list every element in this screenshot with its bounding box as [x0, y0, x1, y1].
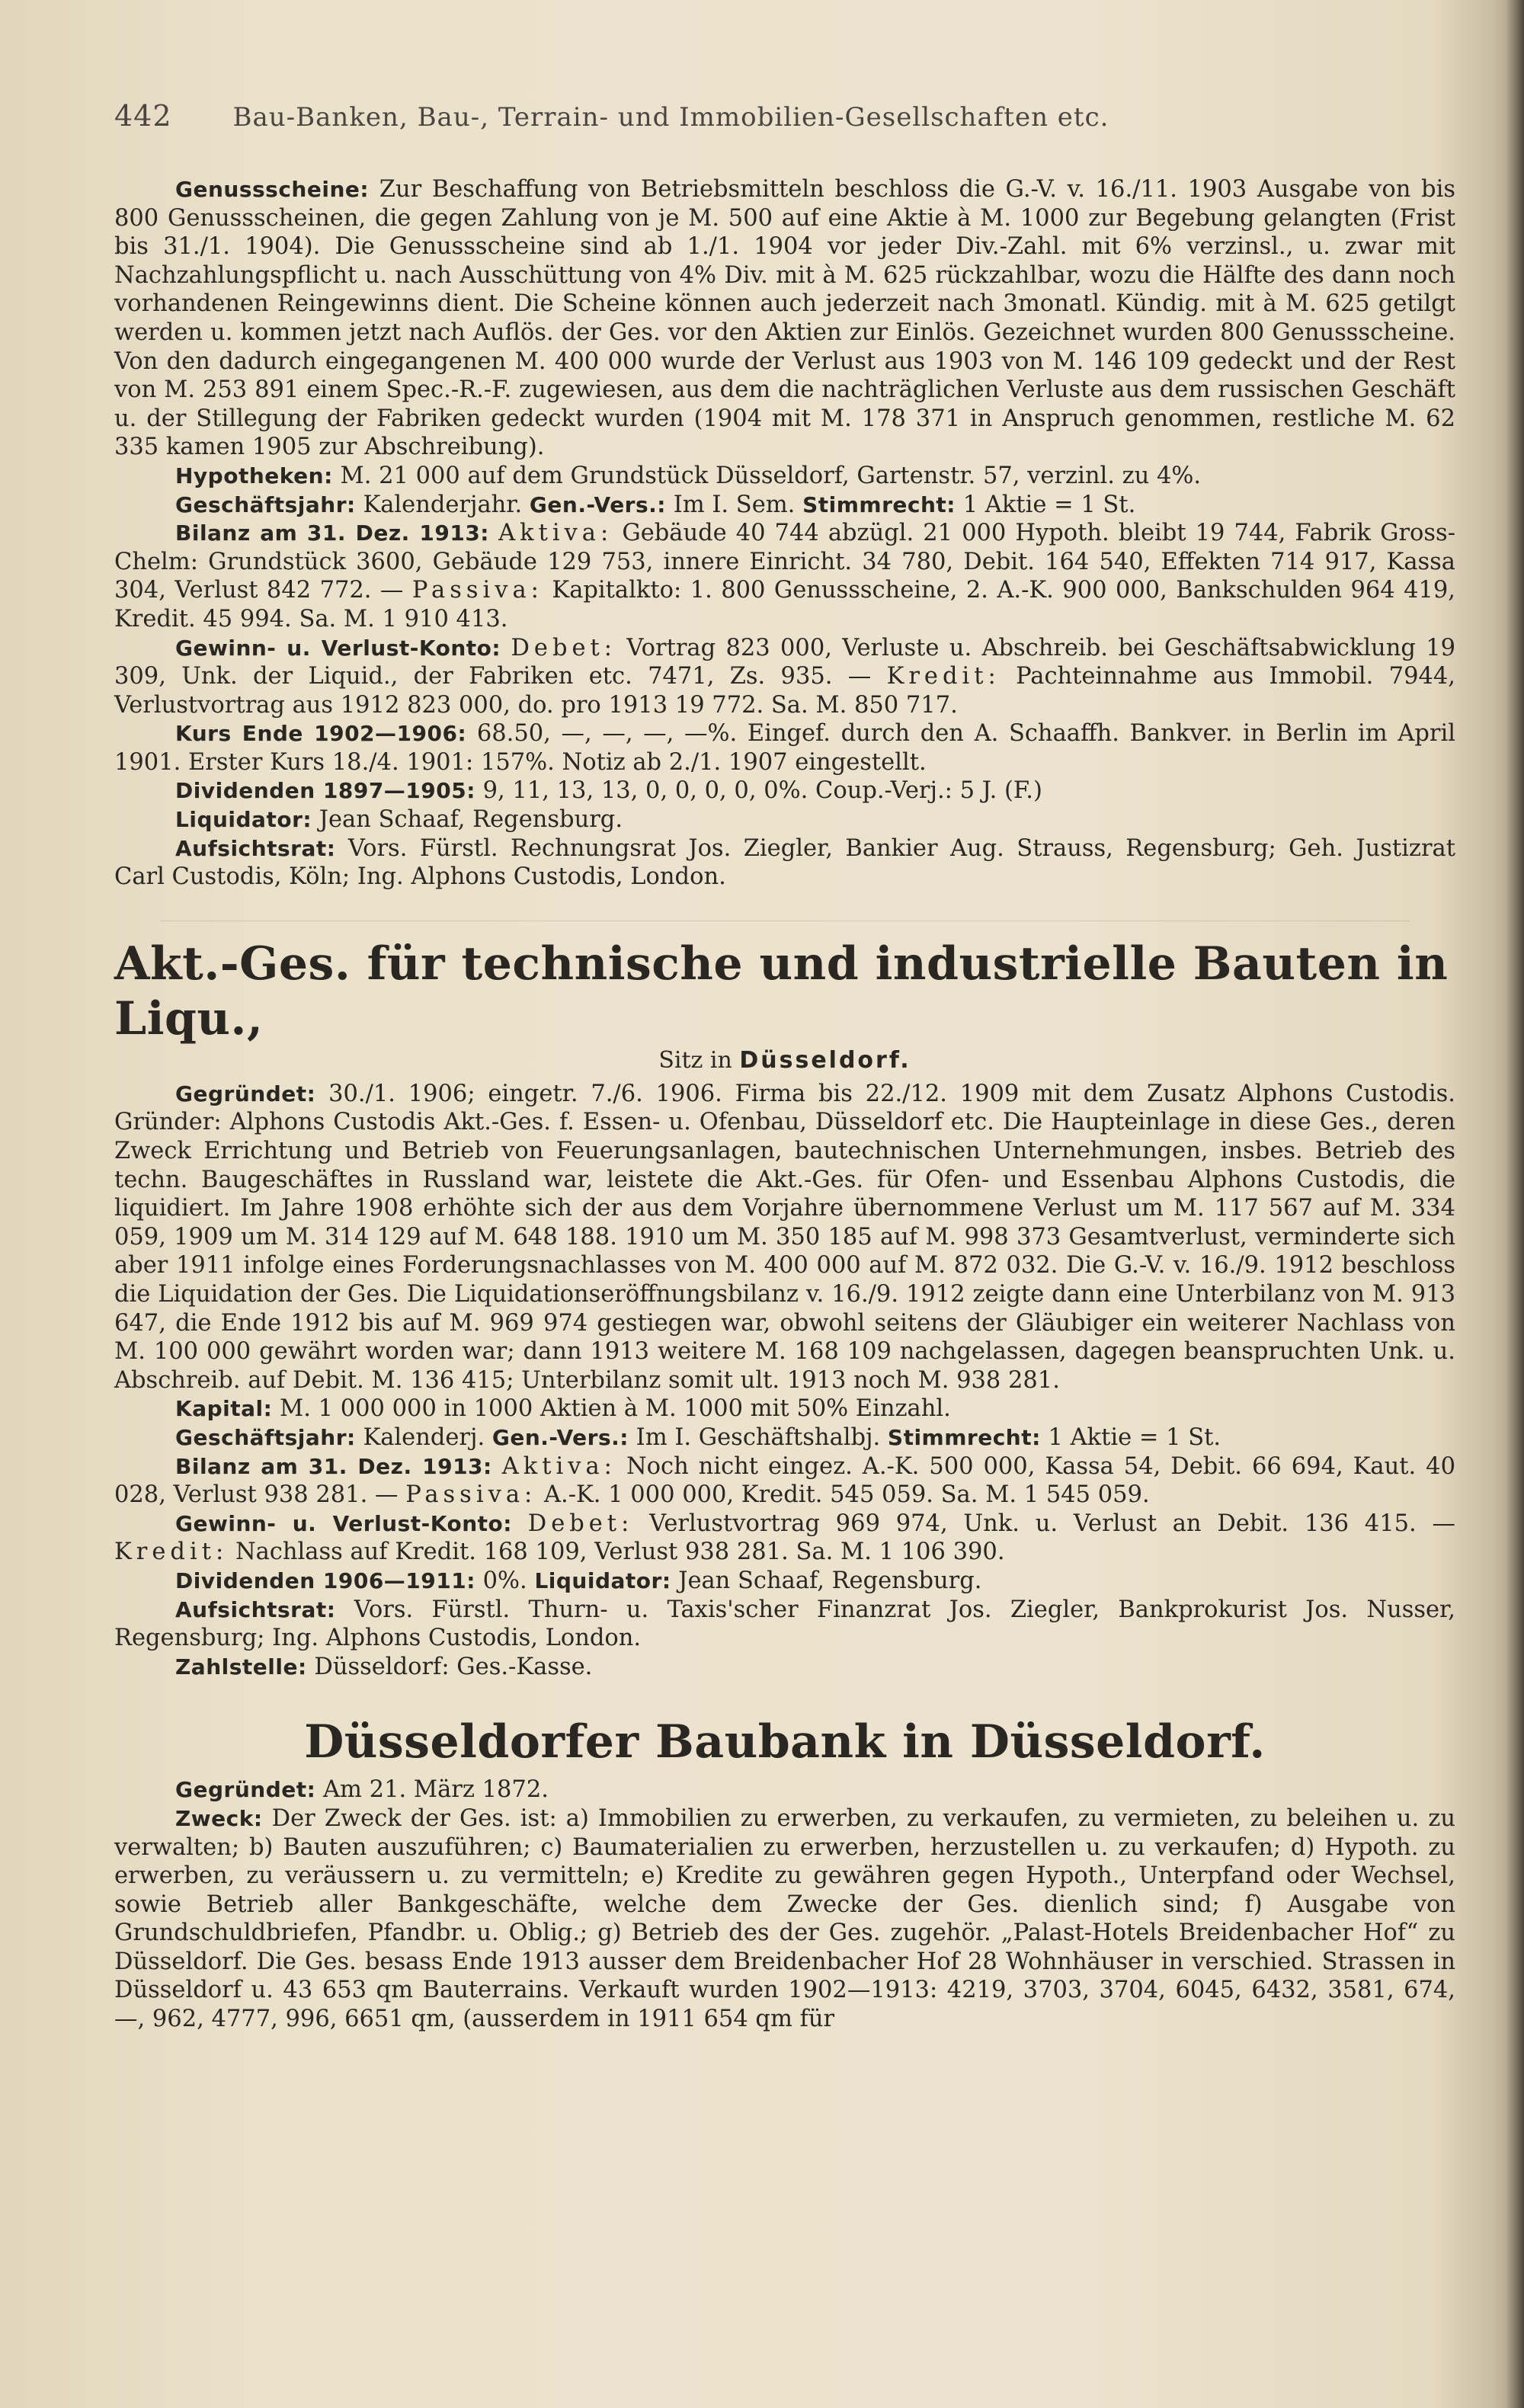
passiva-word: Passiva: [405, 1481, 537, 1509]
kurs-label: Kurs Ende 1902—1906: [175, 721, 467, 747]
gegruendet-paragraph [114, 1776, 1455, 1804]
company-entry-technische-bauten [114, 937, 1455, 1681]
bilanz-aktiva-text: Noch nicht eingez. A.-K. 500 000, Kassa 54, Debit. 66 694, Kaut. 40 028, Verlust 938 281. — [114, 1452, 1455, 1509]
zweck-text: Der Zweck der Ges. ist: a) Immobilien zu erwerben, zu verkaufen, zu vermieten, zu beleihen u. zu verwalten; b) Bauten auszuführen; c) Baumaterialien zu erwerben, herzustellen u. zu verkaufen; d) Hypoth. zu erwerben, zu veräussern u. zu vermitteln; e) Kredite zu gewähren gegen Hypoth., Unterpfand oder Wechsel, sowie Betrieb aller Bankgeschäfte, welche dem Zwecke der Ges. dienlich sind; f) Ausgabe von Grundschuldbriefen, Pfandbr. u. Oblig.; g) Betrieb des der Ges. zugehör. „Palast-Hotels Breidenbacher Hof“ zu Düsseldorf. Die Ges. besass Ende 1913 ausser dem Breidenbacher Hof 28 Wohnhäuser in verschied. Strassen in Düsseldorf u. 43 653 qm Bauterrains. Verkauft wurden 1902—1913: 4219, 3703, 3704, 6045, 6432, 3581, 674, —, 962, 4777, 996, 6651 qm, (ausserdem in 1911 654 qm für [114, 1804, 1455, 2033]
zweck-label: Zweck: [175, 1805, 263, 1831]
passiva-word: Passiva: [411, 577, 543, 604]
running-title: Bau-Banken, Bau-, Terrain- und Immobilien-Gesellschaften etc. [232, 102, 1109, 133]
bilanz-passiva-text: Kapitalkto: 1. 800 Genussscheine, 2. A.-K. 900 000, Bankschulden 964 419, Kredit. 45 994. Sa. M. 1 910 413. [114, 577, 1456, 632]
zahlstelle-text: Düsseldorf: Ges.-Kasse. [314, 1653, 593, 1680]
seat-city: Düsseldorf. [739, 1046, 911, 1074]
bilanz-label: Bilanz am 31. Dez. 1913: [175, 520, 490, 546]
genussscheine-paragraph [114, 175, 1455, 462]
aufsichtsrat-text: Vors. Fürstl. Thurn- u. Taxis'scher Finanzrat Jos. Ziegler, Bankprokurist Jos. Nusser, Regensburg; Ing. Alphons Custodis, London. [114, 1596, 1455, 1652]
kapital-label: Kapital: [175, 1396, 273, 1422]
liquidator-label: Liquidator: [534, 1567, 671, 1593]
guv-kredit-text: Pachteinnahme aus Immobil. 7944, Verlustvortrag aus 1912 823 000, do. pro 1913 19 772. Sa. M. 850 717. [114, 663, 1455, 719]
gegruendet-label: Gegründet: [175, 1081, 316, 1106]
kurs-text: 68.50, —, —, —, —%. Eingef. durch den A. Schaaffh. Bankver. in Berlin im April 1901. Erster Kurs 18./4. 1901: 157%. Notiz ab 2./1. 1907 eingestellt. [114, 720, 1455, 776]
liquidator-label: Liquidator: [175, 807, 312, 833]
aufsichtsrat-label: Aufsichtsrat: [175, 1596, 336, 1622]
genussscheine-label: Genussscheine: [175, 177, 370, 202]
zahlstelle-paragraph [114, 1653, 1455, 1682]
hypotheken-paragraph [114, 462, 1455, 491]
gen-vers-text: Im I. Sem. [673, 491, 796, 518]
geschaeftsjahr-text: Kalenderj. [363, 1423, 485, 1451]
geschaeftsjahr-label: Geschäftsjahr: [175, 492, 356, 517]
stimmrecht-label: Stimmrecht: [802, 492, 956, 517]
liquidator-text: Jean Schaaf, Regensburg. [678, 1567, 982, 1594]
stimmrecht-label: Stimmrecht: [887, 1424, 1041, 1450]
gegruendet-label: Gegründet: [175, 1777, 316, 1803]
kredit-word: Kredit: [886, 663, 1001, 690]
geschaeftsjahr-label: Geschäftsjahr: [175, 1424, 356, 1450]
debet-word: Debet: [527, 1510, 634, 1537]
dividenden-label: Dividenden 1897—1905: [175, 778, 475, 804]
guv-paragraph [114, 1510, 1455, 1567]
geschaeftsjahr-text: Kalenderjahr. [363, 491, 523, 518]
debet-word: Debet: [511, 634, 617, 661]
hypotheken-text: M. 21 000 auf dem Grundstück Düsseldorf, Gartenstr. 57, verzinl. zu 4%. [340, 462, 1202, 489]
aktiva-word: Aktiva: [498, 520, 613, 547]
bilanz-label: Bilanz am 31. Dez. 1913: [175, 1453, 492, 1479]
genussscheine-text: Zur Beschaffung von Betriebsmitteln beschloss die G.-V. v. 16./11. 1903 Ausgabe von bis 800 Genussscheinen, die gegen Zahlung von je M. 500 auf eine Aktie à M. 1000 zur Begebung gelangten (Frist bis 31./1. 1904). Die Genussscheine sind ab 1./1. 1904 vor jeder Div.-Zahl. mit 6% verzinsl., u. zwar mit Nachzahlungspflicht u. nach Ausschüttung von 4% Div. mit à M. 625 rückzahlbar, wozu die Hälfte des dann noch vorhandenen Reingewinns dient. Die Scheine können auch jederzeit nach 3monatl. Kündig. mit à M. 625 getilgt werden u. kommen jetzt nach Auflös. der Ges. vor den Aktien zur Einlös. Gezeichnet wurden 800 Genussscheine. Von den dadurch eingegangenen M. 400 000 wurde der Verlust aus 1903 von M. 146 109 gedeckt und der Rest von M. 253 891 einem Spec.-R.-F. zugewiesen, aus dem die nachträglichen Verluste aus dem russischen Geschäft u. der Stillegung der Fabriken gedeckt wurden (1904 mit M. 178 371 in Anspruch genommen, restliche M. 62 335 kamen 1905 zur Abschreibung). [114, 176, 1455, 461]
gen-vers-label: Gen.-Vers.: [529, 492, 666, 517]
zahlstelle-label: Zahlstelle: [175, 1654, 307, 1680]
bilanz-aktiva-text: Gebäude 40 744 abzügl. 21 000 Hypoth. bleibt 19 744, Fabrik Gross-Chelm: Grundstück 3600, Gebäude 129 753, innere Einricht. 34 780, Debit. 164 540, Effekten 714 917, Kassa 304, Verlust 842 772. — [114, 520, 1455, 604]
gen-vers-label: Gen.-Vers.: [491, 1424, 629, 1450]
kapital-paragraph [114, 1395, 1455, 1423]
guv-debet-text: Vortrag 823 000, Verluste u. Abschreib. bei Geschäftsabwicklung 19 309, Unk. der Liquid., der Fabriken etc. 7471, Zs. 935. — [114, 634, 1456, 690]
guv-debet-text: Verlustvortrag 969 974, Unk. u. Verlust an Debit. 136 415. — [649, 1510, 1455, 1537]
geschaeftsjahr-paragraph [114, 491, 1455, 520]
aufsichtsrat-paragraph [114, 1596, 1455, 1653]
bilanz-paragraph [114, 1452, 1455, 1510]
gegruendet-paragraph [114, 1080, 1455, 1395]
seat-prefix: Sitz in [658, 1046, 732, 1074]
stimmrecht-text: 1 Aktie = 1 St. [1048, 1423, 1221, 1451]
guv-label: Gewinn- u. Verlust-Konto: [175, 635, 501, 661]
guv-paragraph [114, 634, 1455, 720]
gegruendet-text: 30./1. 1906; eingetr. 7./6. 1906. Firma bis 22./12. 1909 mit dem Zusatz Alphons Custodis. Gründer: Alphons Custodis Akt.-Ges. f. Essen- u. Ofenbau, Düsseldorf etc. Die Haupteinlage in diese Ges., deren Zweck Errichtung und Betrieb von Feuerungsanlagen, bautechnischen Unternehmungen, insbes. Betrieb des techn. Baugeschäftes in Russland war, leistete die Akt.-Ges. für Ofen- und Essenbau Alphons Custodis, die liquidiert. Im Jahre 1908 erhöhte sich der aus dem Vorjahre übernommene Verlust um M. 117 567 auf M. 334 059, 1909 um M. 314 129 auf M. 648 188. 1910 um M. 350 185 auf M. 998 373 Gesamtverlust, verminderte sich aber 1911 infolge eines Forderungsnachlasses von M. 400 000 auf M. 872 032. Die G.-V. v. 16./9. 1912 beschloss die Liquidation der Ges. Die Liquidationseröffnungsbilanz v. 16./9. 1912 zeigte dann eine Unterbilanz von M. 913 647, die Ende 1912 bis auf M. 969 974 gestiegen war, obwohl seitens der Gläubiger ein weiterer Nachlass von M. 100 000 gewährt worden war; dann 1913 weitere M. 168 109 nachgelassen, dagegen beanspruchten Unk. u. Abschreib. auf Debit. M. 136 415; Unterbilanz somit ult. 1913 noch M. 938 281. [114, 1080, 1456, 1394]
stimmrecht-text: 1 Aktie = 1 St. [962, 491, 1136, 518]
page-number: 442 [114, 99, 172, 133]
aufsichtsrat-text: Vors. Fürstl. Rechnungsrat Jos. Ziegler, Bankier Aug. Strauss, Regensburg; Geh. Justizrat Carl Custodis, Köln; Ing. Alphons Custodis, London. [114, 834, 1455, 891]
guv-kredit-text: Nachlass auf Kredit. 168 109, Verlust 938 281. Sa. M. 1 106 390. [235, 1539, 1005, 1566]
liquidator-paragraph [114, 805, 1455, 834]
hypotheken-label: Hypotheken: [175, 463, 333, 488]
zweck-paragraph [114, 1804, 1455, 2034]
dividenden-paragraph [114, 1567, 1455, 1596]
geschaeftsjahr-paragraph [114, 1423, 1455, 1452]
dividenden-paragraph [114, 777, 1455, 805]
kurs-paragraph [114, 719, 1455, 777]
aufsichtsrat-label: Aufsichtsrat: [175, 835, 336, 861]
bilanz-passiva-text: A.-K. 1 000 000, Kredit. 545 059. Sa. M. 1 545 059. [543, 1481, 1150, 1509]
aufsichtsrat-paragraph [114, 834, 1455, 892]
book-spine-shadow [1506, 0, 1524, 2408]
kapital-text: M. 1 000 000 in 1000 Aktien à M. 1000 mit 50% Einzahl. [280, 1395, 951, 1423]
prev-company-entry [114, 175, 1455, 892]
dividenden-text: 0%. [482, 1567, 527, 1594]
company-entry-duesseldorfer-baubank [114, 1715, 1455, 2033]
gen-vers-text: Im I. Geschäftshalbj. [636, 1423, 881, 1451]
guv-label: Gewinn- u. Verlust-Konto: [175, 1510, 512, 1536]
page-content [114, 99, 1455, 2034]
dividenden-label: Dividenden 1906—1911: [175, 1567, 475, 1593]
company-title: Düsseldorfer Baubank in Düsseldorf. [304, 1715, 1266, 1769]
gegruendet-text: Am 21. März 1872. [323, 1776, 549, 1804]
kredit-word: Kredit: [114, 1539, 229, 1566]
company-title: Akt.-Ges. für technische und industrielle Bauten in Liqu., [114, 937, 1449, 1045]
company-seat [114, 1046, 1455, 1075]
liquidator-text: Jean Schaaf, Regensburg. [319, 806, 623, 834]
dividenden-text: 9, 11, 13, 13, 0, 0, 0, 0, 0%. Coup.-Verj.: 5 J. (F.) [482, 777, 1042, 805]
aktiva-word: Aktiva: [501, 1452, 616, 1480]
bilanz-paragraph [114, 519, 1455, 633]
running-header [114, 99, 1455, 145]
